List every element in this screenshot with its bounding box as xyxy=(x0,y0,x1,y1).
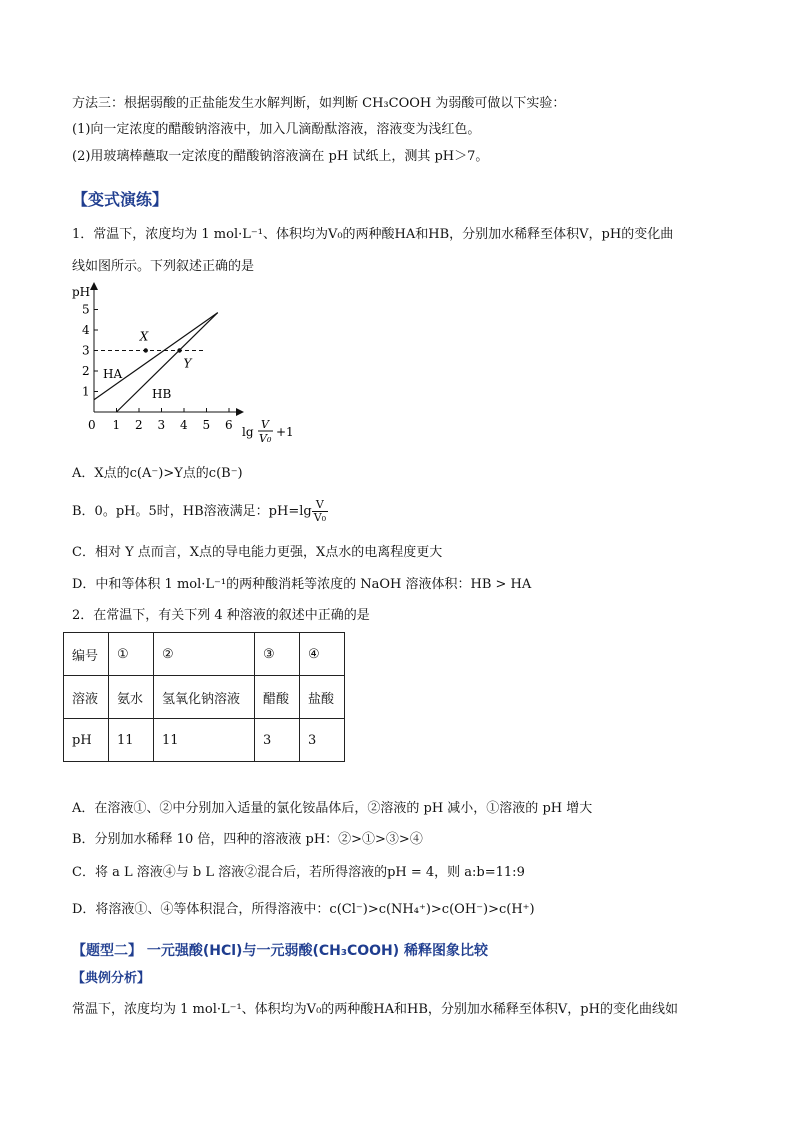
table-cell: ① xyxy=(109,633,154,676)
table-cell: 3 xyxy=(300,719,345,762)
x-tick-label: 5 xyxy=(202,418,211,432)
y-axis-label: pH xyxy=(72,285,91,299)
x-axis-label-suffix: +1 xyxy=(276,425,294,439)
q1-stem-line1: 1．常温下，浓度均为 1 mol·L⁻¹、体积均为V₀的两种酸HA和HB，分别加水稀释至体积V，pH的变化曲 xyxy=(72,227,674,242)
q2-stem: 2．在常温下，有关下列 4 种溶液的叙述中正确的是 xyxy=(72,608,370,623)
table-cell: 氨水 xyxy=(109,676,154,719)
table-cell: ② xyxy=(154,633,255,676)
fraction-numerator: V xyxy=(312,499,328,512)
table-cell: pH xyxy=(64,719,109,762)
table-cell: 醋酸 xyxy=(255,676,300,719)
section-heading-practice: 【变式演练】 xyxy=(72,190,169,209)
ph-dilution-chart xyxy=(70,282,310,442)
method3-item2: (2)用玻璃棒蘸取一定浓度的醋酸钠溶液滴在 pH 试纸上，测其 pH＞7。 xyxy=(72,149,489,164)
q2-option-c: C．将 a L 溶液④与 b L 溶液②混合后，若所得溶液的pH = 4，则 a:b=11:9 xyxy=(72,865,525,880)
table-cell: 3 xyxy=(255,719,300,762)
y-tick-label: 2 xyxy=(82,364,90,378)
q1-option-b xyxy=(72,498,328,526)
table-cell: ④ xyxy=(300,633,345,676)
method3-item1: (1)向一定浓度的醋酸钠溶液中，加入几滴酚酞溶液，溶液变为浅红色。 xyxy=(72,122,481,137)
q1-option-d: D．中和等体积 1 mol·L⁻¹的两种酸消耗等浓度的 NaOH 溶液体积：HB > HA xyxy=(72,577,532,592)
section-heading-type2: 【题型二】 一元强酸(HCl)与一元弱酸(CH₃COOH) 稀释图象比较 xyxy=(72,943,489,959)
table-cell: 氢氧化钠溶液 xyxy=(154,676,255,719)
q2-option-d: D．将溶液①、④等体积混合，所得溶液中：c(Cl⁻)>c(NH₄⁺)>c(OH⁻)>c(H⁺) xyxy=(72,902,535,917)
q2-option-a: A．在溶液①、②中分别加入适量的氯化铵晶体后，②溶液的 pH 减小，①溶液的 pH 增大 xyxy=(72,801,593,816)
x-axis-label-prefix: lg xyxy=(242,425,254,439)
y-tick-label: 4 xyxy=(82,323,90,337)
x-tick-label: 0 xyxy=(88,418,96,432)
table-cell: 溶液 xyxy=(64,676,109,719)
series-label-ha: HA xyxy=(103,367,123,381)
example-line: 常温下，浓度均为 1 mol·L⁻¹、体积均为V₀的两种酸HA和HB，分别加水稀释至体积V，pH的变化曲线如 xyxy=(72,1002,678,1017)
point-label-y: Y xyxy=(183,356,192,371)
q1-option-a: A．X点的c(A⁻)>Y点的c(B⁻) xyxy=(72,466,243,481)
table-cell: 11 xyxy=(154,719,255,762)
table-row xyxy=(64,633,345,676)
x-tick-label: 4 xyxy=(180,418,188,432)
point-label-x: X xyxy=(139,329,149,344)
table-row xyxy=(64,676,345,719)
x-tick-label: 2 xyxy=(135,418,143,432)
q1-stem-line2: 线如图所示。下列叙述正确的是 xyxy=(72,259,255,274)
table-cell: 盐酸 xyxy=(300,676,345,719)
q1-option-b-formula: pH=lg xyxy=(268,504,312,519)
x-tick-label: 6 xyxy=(225,418,233,432)
method3-intro: 方法三：根据弱酸的正盐能发生水解判断，如判断 CH₃COOH 为弱酸可做以下实验： xyxy=(72,96,566,111)
x-tick-label: 1 xyxy=(112,418,121,432)
y-tick-label: 5 xyxy=(82,302,90,317)
table-cell: ③ xyxy=(255,633,300,676)
q2-option-b: B．分别加水稀释 10 倍，四种的溶液液 pH：②>①>③>④ xyxy=(72,832,423,847)
x-axis-label-den: V₀ xyxy=(259,432,272,442)
table-row xyxy=(64,719,345,762)
solution-table xyxy=(63,632,345,762)
table-cell: 11 xyxy=(109,719,154,762)
x-axis-label-num: V xyxy=(261,418,269,431)
fraction-denominator: V₀ xyxy=(313,511,327,524)
q1-option-c: C．相对 Y 点而言，X点的导电能力更强，X点水的电离程度更大 xyxy=(72,545,443,560)
y-tick-label: 1 xyxy=(82,384,90,399)
point-x xyxy=(144,348,148,352)
q1-option-b-text: B．0。pH。5时，HB溶液满足： xyxy=(72,504,269,519)
section-heading-example: 【典例分析】 xyxy=(72,971,151,986)
series-label-hb: HB xyxy=(152,387,172,401)
point-y xyxy=(177,348,181,352)
x-tick-label: 3 xyxy=(157,418,166,432)
y-tick-label: 3 xyxy=(82,343,90,358)
q1-option-b-fraction xyxy=(312,499,328,524)
table-cell: 编号 xyxy=(64,633,109,676)
